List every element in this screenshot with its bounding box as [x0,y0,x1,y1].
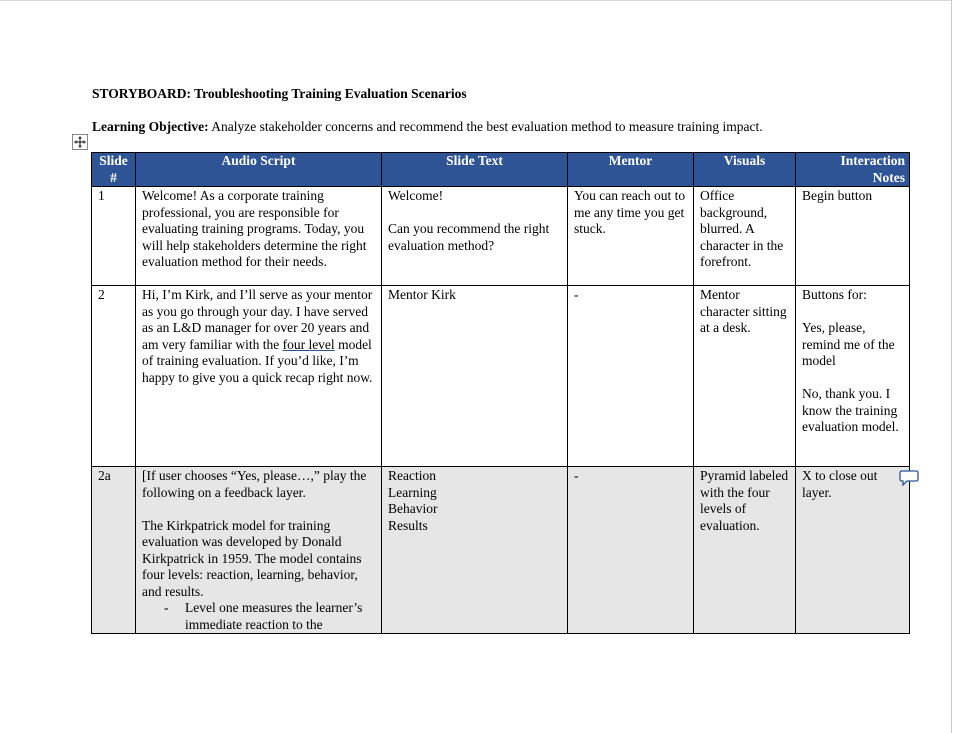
cell-audio-script[interactable]: Hi, I’m Kirk, and I’ll serve as your mentor as you go through your day. I have served as an L&D manager for over 20 years and am very familiar with the four level model of training evaluation. If you’d like, I’m happy to give you a quick recap right now. [136,286,382,467]
document-title: STORYBOARD: Troubleshooting Training Evaluation Scenarios [92,86,467,101]
spellcheck-flagged-text: four level [282,336,335,352]
cell-interaction-notes[interactable]: X to close out layer. [796,467,910,634]
cell-visuals[interactable]: Pyramid labeled with the four levels of evaluation. [694,467,796,634]
table-row [92,286,910,467]
objective-text: Analyze stakeholder concerns and recommend the best evaluation method to measure training impact. [208,119,763,134]
comment-icon[interactable] [899,470,919,486]
table-header-row [92,153,910,187]
header-mentor: Mentor [568,153,694,187]
cell-slide-number[interactable]: 2 [92,286,136,467]
move-arrows-icon [74,136,86,148]
cell-interaction-notes[interactable]: Buttons for: Yes, please, remind me of the model No, thank you. I know the training evaluation model. [796,286,910,467]
objective-label: Learning Objective: [92,119,209,134]
header-interaction-notes: Interaction Notes [796,153,910,187]
page-edge [0,0,951,1]
header-slide: Slide # [92,153,136,187]
cell-mentor[interactable]: - [568,286,694,467]
cell-slide-number[interactable]: 2a [92,467,136,634]
storyboard-table [91,152,910,634]
cell-audio-script[interactable]: Welcome! As a corporate training professional, you are responsible for evaluating training programs. Today, you will help stakeholders determine the right evaluation method for their needs. [136,187,382,286]
table-move-handle-icon[interactable] [72,134,88,150]
header-visuals: Visuals [694,153,796,187]
cell-interaction-notes[interactable]: Begin button [796,187,910,286]
cell-slide-text[interactable]: Welcome! Can you recommend the right evaluation method? [382,187,568,286]
cell-slide-text[interactable]: Mentor Kirk [382,286,568,467]
cell-mentor[interactable]: - [568,467,694,634]
cell-audio-script[interactable]: [If user chooses “Yes, please…,” play the following on a feedback layer. The Kirkpatrick model for training evaluation was developed by Donald Kirkpatrick in 1959. The model contains four levels: reaction, learning, behavior, and results. - Level one measures the learner’s immediate reaction to the [136,467,382,634]
header-audio-script: Audio Script [136,153,382,187]
table-row [92,467,910,634]
cell-slide-number[interactable]: 1 [92,187,136,286]
cell-mentor[interactable]: You can reach out to me any time you get stuck. [568,187,694,286]
cell-slide-text[interactable]: Reaction Learning Behavior Results [382,467,568,634]
learning-objective [92,119,763,135]
cell-visuals[interactable]: Office background, blurred. A character in the forefront. [694,187,796,286]
header-slide-text: Slide Text [382,153,568,187]
cell-visuals[interactable]: Mentor character sitting at a desk. [694,286,796,467]
list-item: - Level one measures the learner’s immediate reaction to the [164,600,363,632]
table-row [92,187,910,286]
